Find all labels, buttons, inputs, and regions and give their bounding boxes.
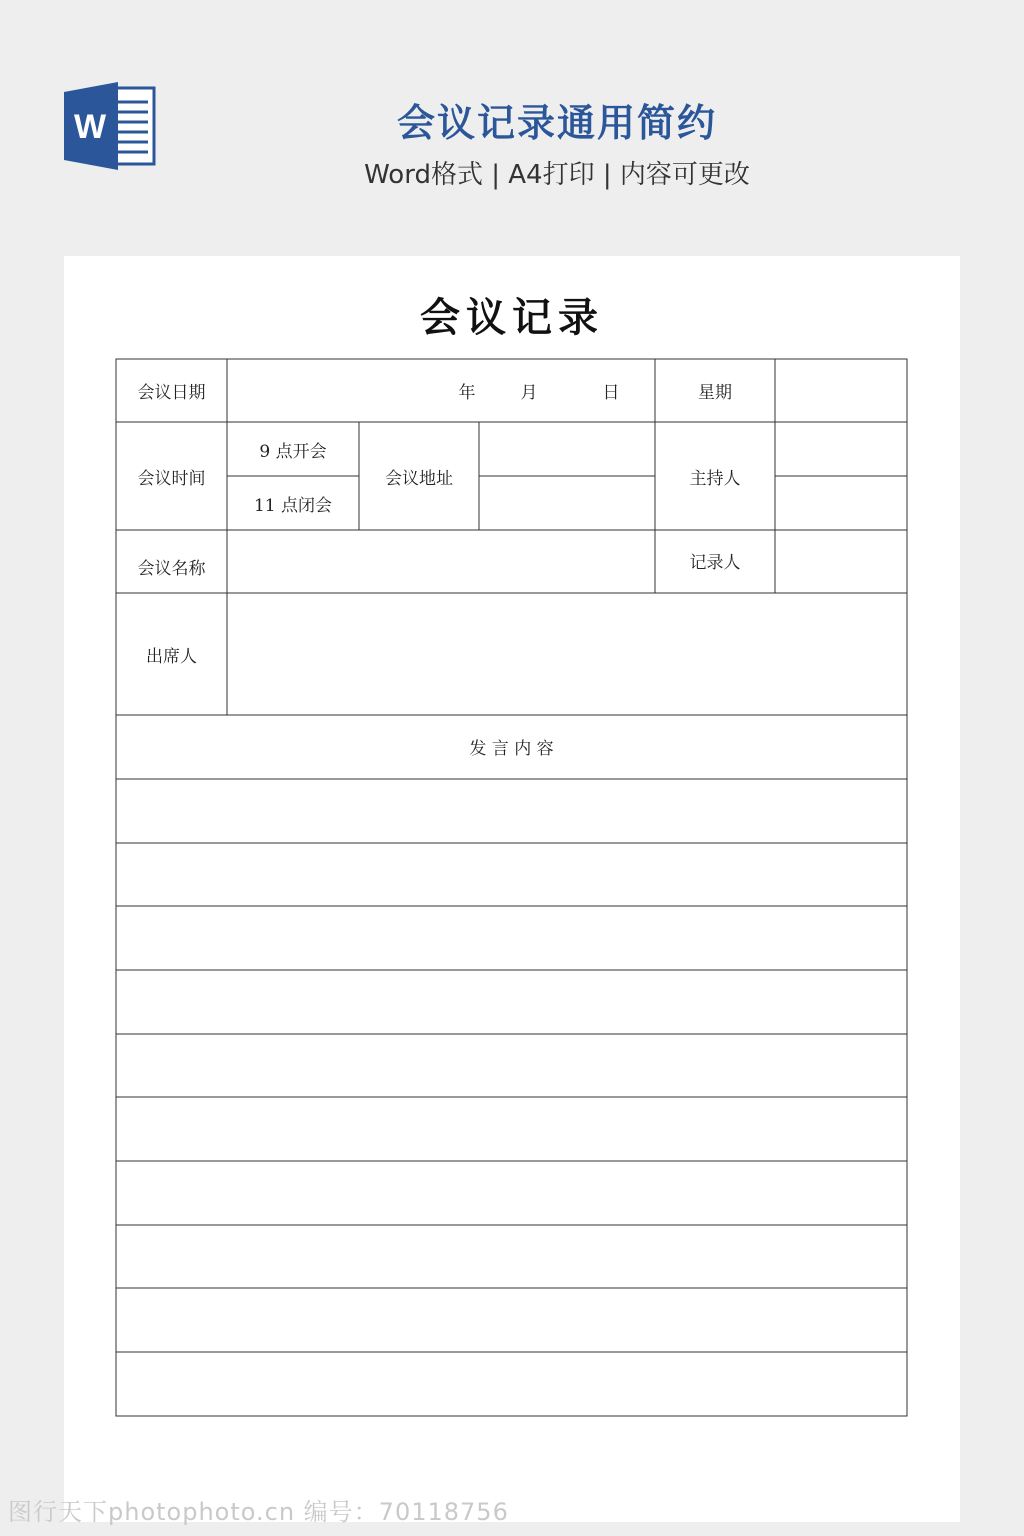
meeting-name-field[interactable] xyxy=(227,530,655,593)
attendees-field[interactable] xyxy=(227,593,907,715)
content-line-6[interactable] xyxy=(116,1097,907,1160)
label-recorder: 记录人 xyxy=(689,552,741,573)
label-meeting-date: 会议日期 xyxy=(137,383,206,403)
address-field-1[interactable] xyxy=(479,422,655,476)
host-field-1[interactable] xyxy=(775,422,907,476)
label-year: 年 xyxy=(458,383,476,403)
page-subtitle: Word格式 | A4打印 | 内容可更改 xyxy=(364,160,750,190)
recorder-field[interactable] xyxy=(775,530,907,593)
word-icon xyxy=(64,82,156,170)
header-banner xyxy=(0,0,1024,240)
label-weekday: 星期 xyxy=(698,383,732,403)
host-field-2[interactable] xyxy=(775,476,907,530)
watermark-text: 图行天下photophoto.cn 编号：70118756 xyxy=(8,1498,509,1526)
content-line-4[interactable] xyxy=(116,970,907,1033)
content-line-5[interactable] xyxy=(116,1034,907,1097)
document-title: 会议记录 xyxy=(420,294,604,341)
page-title: 会议记录通用简约 xyxy=(396,101,717,145)
content-line-9[interactable] xyxy=(116,1288,907,1351)
content-line-3[interactable] xyxy=(116,906,907,969)
content-line-10[interactable] xyxy=(116,1352,907,1415)
label-meeting-name: 会议名称 xyxy=(137,558,206,579)
content-line-8[interactable] xyxy=(116,1225,907,1288)
label-meeting-time: 会议时间 xyxy=(137,468,206,489)
address-field-2[interactable] xyxy=(479,476,655,530)
label-attendees: 出席人 xyxy=(146,646,197,667)
content-line-7[interactable] xyxy=(116,1161,907,1224)
label-month: 月 xyxy=(520,383,538,403)
end-time-field[interactable]: 11 点闭会 xyxy=(253,495,333,516)
label-day: 日 xyxy=(602,383,620,403)
label-meeting-address: 会议地址 xyxy=(385,468,453,489)
label-host: 主持人 xyxy=(689,468,741,489)
content-line-1[interactable] xyxy=(116,779,907,842)
start-time-field[interactable]: 9 点开会 xyxy=(259,441,327,462)
word-icon-letter: W xyxy=(73,108,107,146)
weekday-field[interactable] xyxy=(775,359,907,422)
content-line-2[interactable] xyxy=(116,843,907,906)
label-speech-content: 发 言 内 容 xyxy=(469,739,554,759)
